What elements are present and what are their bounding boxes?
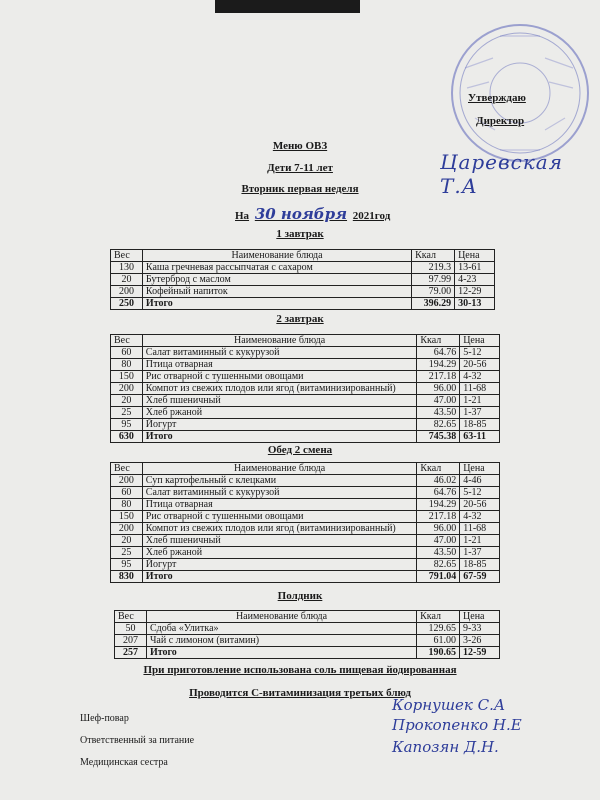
dish-cell: Йогурт [142,559,417,571]
kcal-cell: 217.18 [417,511,460,523]
price-cell: 1-37 [460,547,500,559]
menu-table-breakfast-1 [110,249,495,310]
table-header [115,611,500,623]
table-row [115,623,500,635]
signature-role: Ответственный за питание [80,735,195,746]
scan-dark-edge [215,0,360,13]
table-row [111,499,500,511]
menu-table-breakfast-2 [110,334,500,443]
price-cell: 11-68 [460,383,500,395]
price-cell: 12-29 [455,286,495,298]
kcal-cell: 194.29 [417,359,460,371]
weight-cell: 50 [115,623,147,635]
dish-cell: Итого [142,571,417,583]
table-row [111,262,495,274]
weight-cell: 250 [111,298,143,310]
col-kcal: Ккал [417,463,460,475]
date-suffix: 2021год [352,210,391,222]
kcal-cell: 791.04 [417,571,460,583]
age-group: Дети 7-11 лет [267,162,333,174]
section-title: Обед 2 смена [267,444,333,456]
table-row [111,535,500,547]
col-name: Наименование блюда [146,611,416,623]
weight-cell: 830 [111,571,143,583]
price-cell: 4-32 [460,511,500,523]
price-cell: 13-61 [455,262,495,274]
col-name: Наименование блюда [142,463,417,475]
col-price: Цена [460,611,500,623]
date-prefix: На [235,210,250,222]
price-cell: 11-68 [460,523,500,535]
kcal-cell: 396.29 [412,298,455,310]
kcal-cell: 47.00 [417,535,460,547]
dish-cell: Хлеб ржаной [142,547,417,559]
weight-cell: 130 [111,262,143,274]
price-cell: 63-11 [460,431,500,443]
kcal-cell: 96.00 [417,383,460,395]
dish-cell: Каша гречневая рассыпчатая с сахаром [142,262,411,274]
table-row [111,359,500,371]
price-cell: 1-37 [460,407,500,419]
dish-cell: Бутерброд с маслом [142,274,411,286]
director-label: Директор [476,115,525,127]
dish-cell: Рис отварной с тушенными овощами [142,511,417,523]
dish-cell: Компот из свежих плодов или ягод (витаминизированный) [142,383,417,395]
kcal-cell: 82.65 [417,419,460,431]
weight-cell: 80 [111,499,143,511]
dish-cell: Компот из свежих плодов или ягод (витаминизированный) [142,523,417,535]
kcal-cell: 47.00 [417,395,460,407]
dish-cell: Сдоба «Улитка» [146,623,416,635]
day-label: Вторник первая неделя [241,183,359,195]
price-cell: 4-46 [460,475,500,487]
col-price: Цена [460,335,500,347]
dish-cell: Птица отварная [142,359,417,371]
dish-cell: Хлеб ржаной [142,407,417,419]
price-cell: 1-21 [460,395,500,407]
table-row [111,559,500,571]
table-row [111,286,495,298]
kcal-cell: 64.76 [417,487,460,499]
weight-cell: 200 [111,523,143,535]
weight-cell: 80 [111,359,143,371]
dish-cell: Суп картофельный с клецками [142,475,417,487]
kcal-cell: 64.76 [417,347,460,359]
table-row [115,635,500,647]
price-cell: 4-32 [460,371,500,383]
price-cell: 20-56 [460,359,500,371]
table-row [111,371,500,383]
weight-cell: 200 [111,286,143,298]
price-cell: 1-21 [460,535,500,547]
price-cell: 20-56 [460,499,500,511]
table-row [111,419,500,431]
weight-cell: 200 [111,475,143,487]
col-weight: Вес [115,611,147,623]
weight-cell: 630 [111,431,143,443]
kcal-cell: 129.65 [417,623,460,635]
table-row [111,487,500,499]
weight-cell: 20 [111,395,143,407]
price-cell: 5-12 [460,347,500,359]
price-cell: 4-23 [455,274,495,286]
col-weight: Вес [111,335,143,347]
dish-cell: Рис отварной с тушенными овощами [142,371,417,383]
weight-cell: 95 [111,559,143,571]
col-kcal: Ккал [417,611,460,623]
price-cell: 18-85 [460,419,500,431]
total-row [111,298,495,310]
dish-cell: Итого [142,298,411,310]
col-weight: Вес [111,250,143,262]
weight-cell: 60 [111,347,143,359]
kcal-cell: 194.29 [417,499,460,511]
col-price: Цена [455,250,495,262]
dish-cell: Салат витаминный с кукурузой [142,347,417,359]
weight-cell: 207 [115,635,147,647]
price-cell: 9-33 [460,623,500,635]
weight-cell: 150 [111,511,143,523]
price-cell: 18-85 [460,559,500,571]
section-title: 2 завтрак [276,313,324,325]
menu-table-lunch [110,462,500,583]
table-row [111,523,500,535]
salt-note: При приготовление использована соль пищевая йодированная [143,664,457,676]
weight-cell: 257 [115,647,147,659]
table-row [111,274,495,286]
table-row [111,475,500,487]
signature-role: Медицинская сестра [80,757,168,768]
kcal-cell: 82.65 [417,559,460,571]
vitamin-note: Проводится С-витаминизация третьих блюд [189,687,411,699]
kcal-cell: 219.3 [412,262,455,274]
total-row [115,647,500,659]
col-price: Цена [460,463,500,475]
approve-label: Утверждаю [468,92,526,104]
col-kcal: Ккал [417,335,460,347]
dish-cell: Йогурт [142,419,417,431]
table-row [111,547,500,559]
weight-cell: 25 [111,407,143,419]
dish-cell: Кофейный напиток [142,286,411,298]
dish-cell: Итого [142,431,417,443]
price-cell: 5-12 [460,487,500,499]
table-row [111,383,500,395]
col-name: Наименование блюда [142,335,417,347]
kcal-cell: 190.65 [417,647,460,659]
weight-cell: 200 [111,383,143,395]
section-title: 1 завтрак [276,228,324,240]
kcal-cell: 79.00 [412,286,455,298]
date-handwritten: 30 ноября [254,205,348,223]
weight-cell: 60 [111,487,143,499]
dish-cell: Хлеб пшеничный [142,535,417,547]
table-header [111,250,495,262]
price-cell: 67-59 [460,571,500,583]
weight-cell: 95 [111,419,143,431]
signature-role: Шеф-повар [80,713,129,724]
kcal-cell: 97.99 [412,274,455,286]
kcal-cell: 96.00 [417,523,460,535]
weight-cell: 25 [111,547,143,559]
table-header [111,463,500,475]
col-name: Наименование блюда [142,250,411,262]
weight-cell: 20 [111,535,143,547]
table-header [111,335,500,347]
weight-cell: 150 [111,371,143,383]
weight-cell: 20 [111,274,143,286]
kcal-cell: 43.50 [417,407,460,419]
dish-cell: Салат витаминный с кукурузой [142,487,417,499]
dish-cell: Хлеб пшеничный [142,395,417,407]
date-line [235,205,390,223]
menu-table-snack [114,610,500,659]
kcal-cell: 43.50 [417,547,460,559]
col-kcal: Ккал [412,250,455,262]
dish-cell: Итого [146,647,416,659]
signature-handwritten: Корнушек С.А [392,696,506,714]
col-weight: Вес [111,463,143,475]
section-title: Полдник [277,590,323,602]
table-row [111,395,500,407]
price-cell: 30-13 [455,298,495,310]
dish-cell: Птица отварная [142,499,417,511]
director-signature: Царевская Т.А [440,150,563,198]
table-row [111,347,500,359]
table-row [111,407,500,419]
kcal-cell: 46.02 [417,475,460,487]
total-row [111,571,500,583]
dish-cell: Чай с лимоном (витамин) [146,635,416,647]
menu-title: Меню ОВЗ [272,140,328,152]
kcal-cell: 745.38 [417,431,460,443]
signature-handwritten: Прокопенко Н.Е [392,716,522,734]
price-cell: 3-26 [460,635,500,647]
table-row [111,511,500,523]
signature-handwritten: Капозян Д.Н. [392,738,499,756]
kcal-cell: 217.18 [417,371,460,383]
price-cell: 12-59 [460,647,500,659]
total-row [111,431,500,443]
kcal-cell: 61.00 [417,635,460,647]
